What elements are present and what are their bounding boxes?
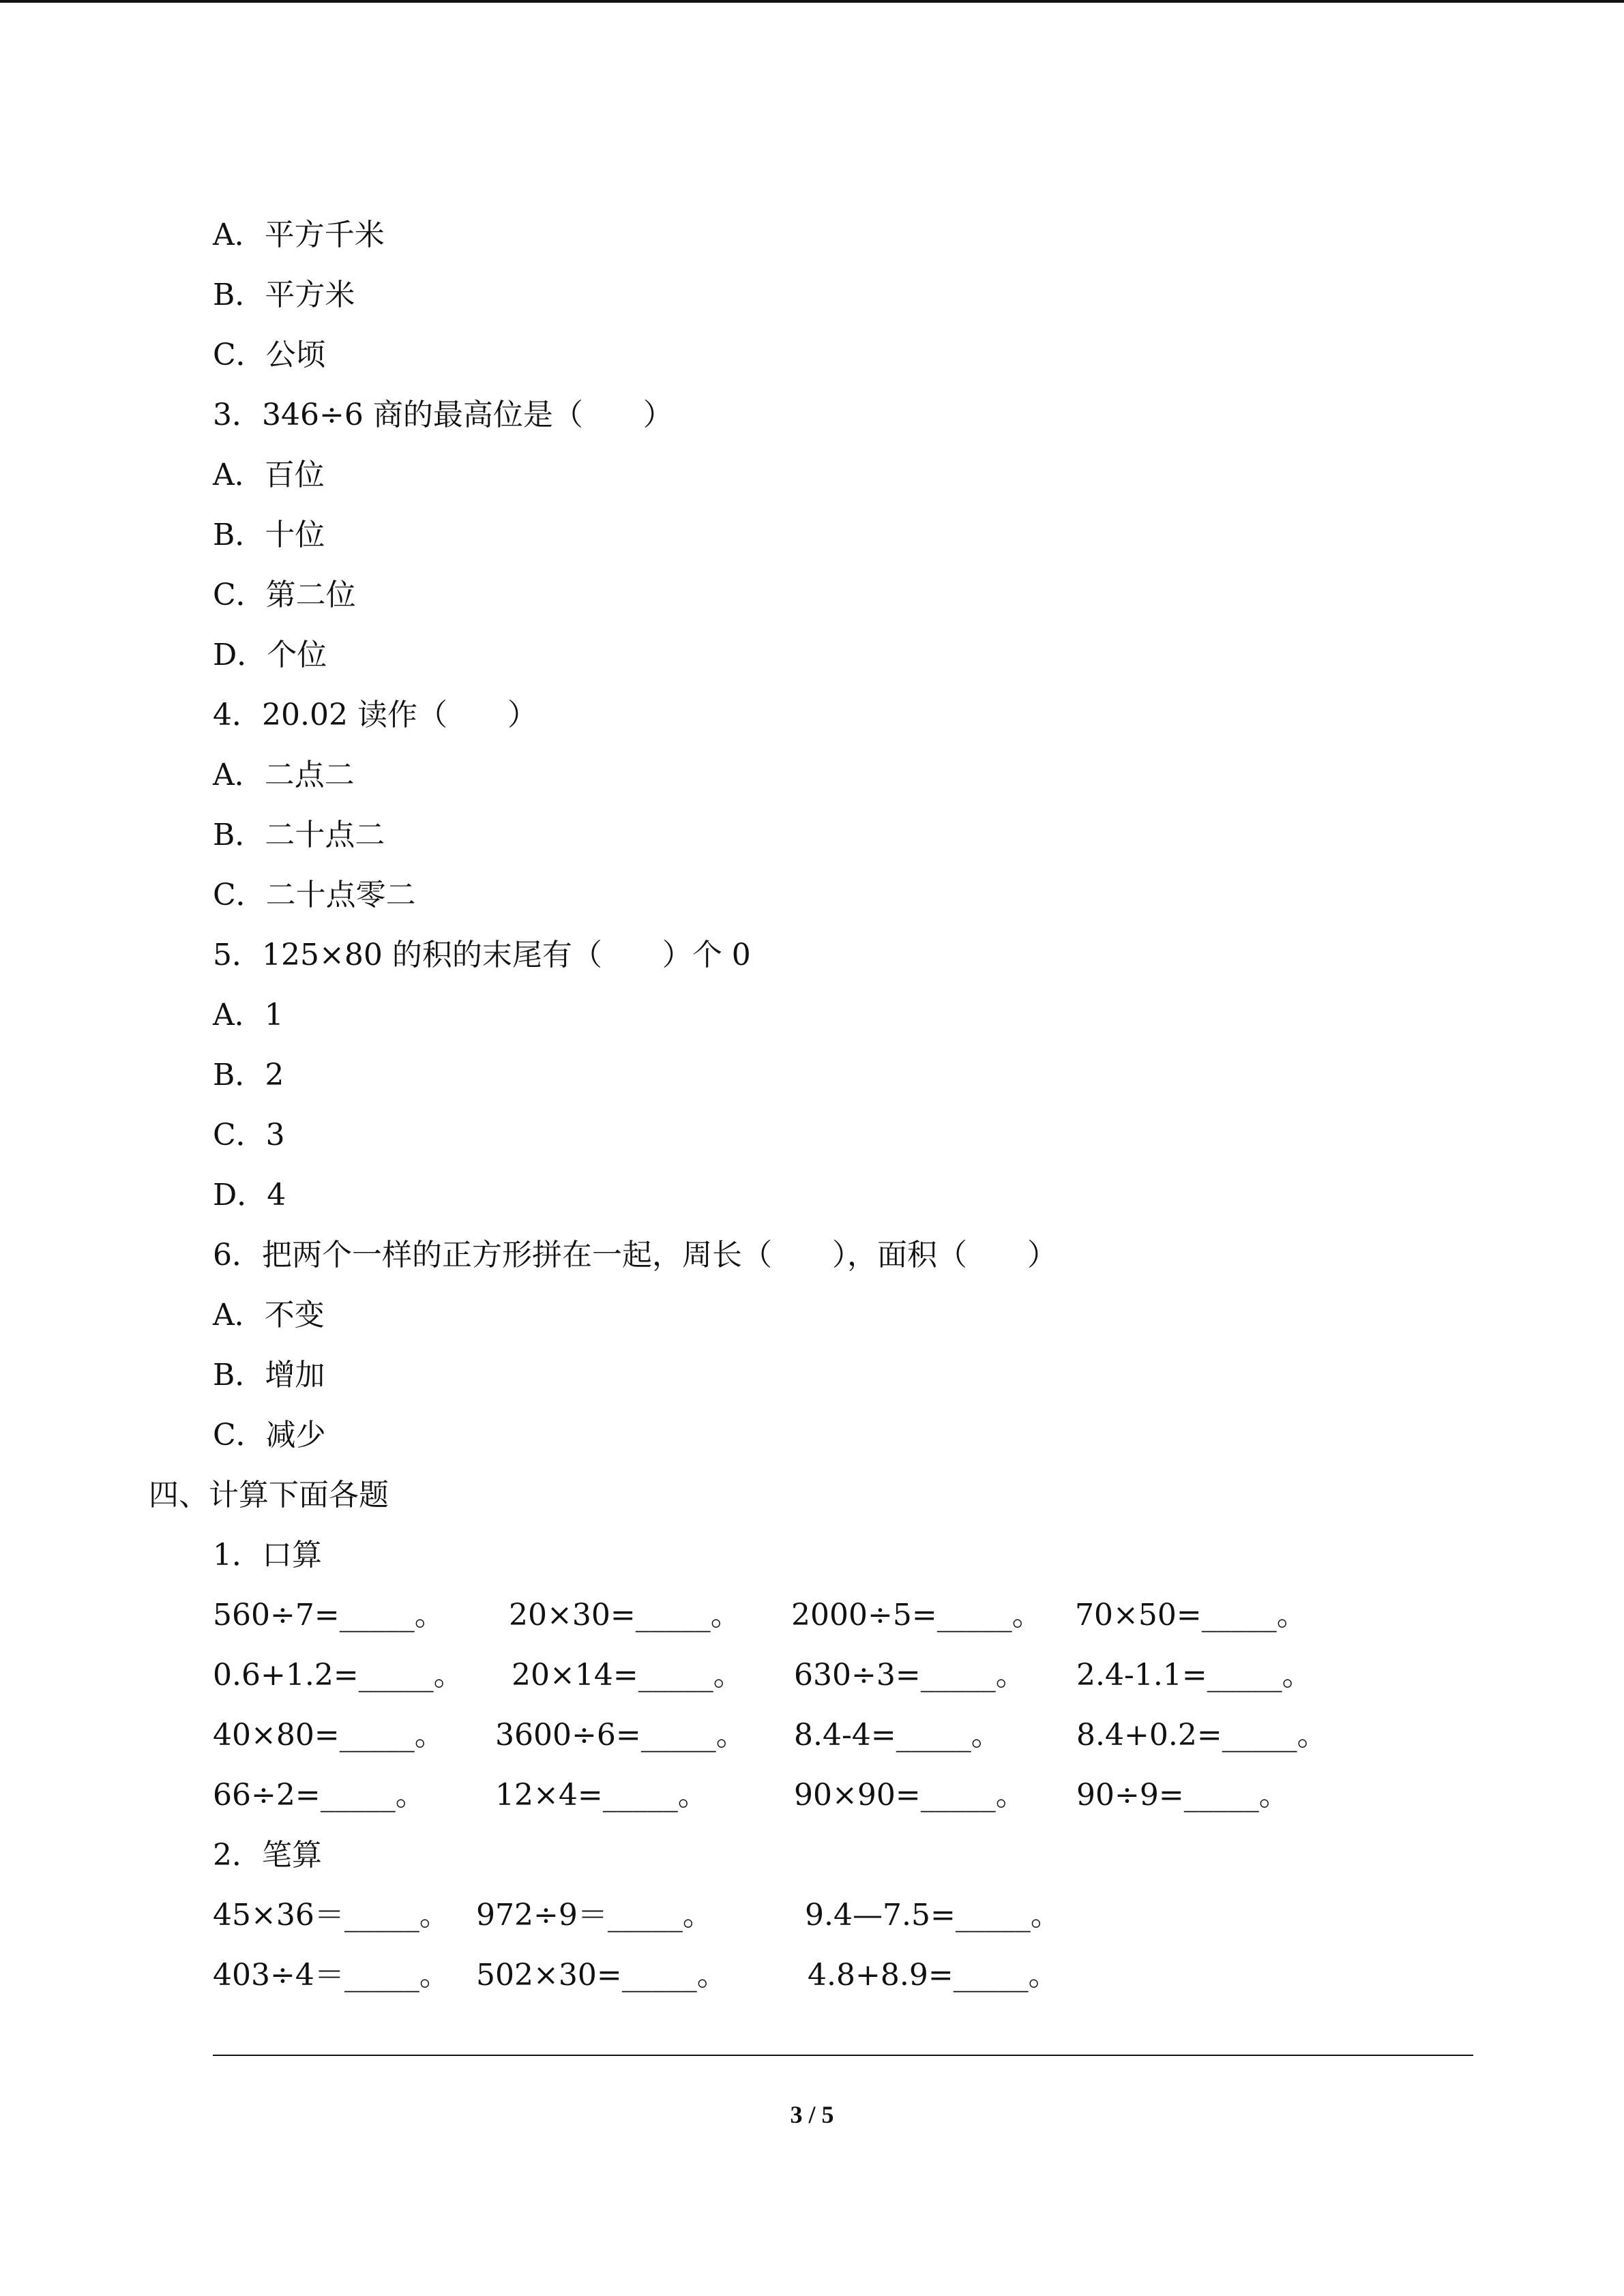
q5-option-b: B．2	[213, 1058, 284, 1092]
written-problem: 45×36＝_____。	[213, 1898, 449, 1933]
q5-option-c: C．3	[213, 1118, 285, 1152]
oral-calc-heading: 1．口算	[213, 1538, 322, 1572]
oral-problem: 2.4-1.1=_____。	[1076, 1658, 1312, 1693]
oral-problem: 8.4-4=_____。	[794, 1718, 1001, 1753]
written-problem: 4.8+8.9=_____。	[808, 1958, 1059, 1993]
q2-option-a: A．平方千米	[213, 218, 385, 252]
q2-option-c: C．公顷	[213, 338, 326, 372]
footer-divider	[213, 2055, 1473, 2056]
oral-problem: 12×4=_____。	[495, 1778, 708, 1813]
q2-option-b: B．平方米	[213, 278, 355, 312]
written-calc-row	[0, 1896, 1624, 1935]
q6-question: 6．把两个一样的正方形拼在一起，周长（ ），面积（ ）	[213, 1238, 1057, 1272]
q6-option-c: C．减少	[213, 1418, 326, 1452]
q3-option-c: C．第二位	[213, 578, 356, 612]
oral-problem: 630÷3=_____。	[794, 1658, 1026, 1693]
written-problem: 403÷4＝_____。	[213, 1958, 449, 1993]
oral-calc-row	[0, 1776, 1624, 1815]
section-4-heading: 四、计算下面各题	[149, 1478, 389, 1512]
oral-problem: 66÷2=_____。	[213, 1778, 426, 1813]
oral-problem: 8.4+0.2=_____。	[1076, 1718, 1327, 1753]
oral-calc-row	[0, 1656, 1624, 1695]
oral-problem: 90×90=_____。	[794, 1778, 1026, 1813]
written-problem: 972÷9＝_____。	[476, 1898, 713, 1933]
q4-option-a: A．二点二	[213, 758, 355, 792]
written-problem: 502×30=_____。	[476, 1958, 727, 1993]
oral-problem: 2000÷5=_____。	[791, 1598, 1042, 1632]
q6-option-a: A．不变	[213, 1298, 325, 1332]
q6-option-b: B．增加	[213, 1358, 325, 1392]
q5-option-a: A．1	[213, 998, 284, 1032]
page-top-border	[0, 0, 1624, 3]
written-calc-heading: 2．笔算	[213, 1838, 322, 1873]
q3-option-d: D．个位	[213, 638, 327, 672]
oral-problem: 90÷9=_____。	[1076, 1778, 1289, 1813]
oral-problem: 20×30=_____。	[509, 1598, 741, 1632]
q4-option-b: B．二十点二	[213, 818, 385, 852]
q3-option-a: A．百位	[213, 458, 325, 492]
page-number: 3 / 5	[790, 2101, 834, 2128]
q3-option-b: B．十位	[213, 518, 325, 552]
written-calc-row	[0, 1956, 1624, 1995]
oral-calc-row	[0, 1716, 1624, 1755]
oral-problem: 3600÷6=_____。	[495, 1718, 746, 1753]
oral-problem: 40×80=_____。	[213, 1718, 445, 1753]
oral-problem: 20×14=_____。	[512, 1658, 743, 1693]
q4-question: 4．20.02 读作（ ）	[213, 698, 537, 732]
written-problem: 9.4—7.5=_____。	[805, 1898, 1061, 1933]
oral-problem: 0.6+1.2=_____。	[213, 1658, 464, 1693]
q5-option-d: D．4	[213, 1178, 286, 1212]
q3-question: 3．346÷6 商的最高位是（ ）	[213, 398, 673, 432]
oral-problem: 560÷7=_____。	[213, 1598, 445, 1632]
q4-option-c: C．二十点零二	[213, 878, 416, 912]
oral-problem: 70×50=_____。	[1075, 1598, 1307, 1632]
q5-question: 5．125×80 的积的末尾有（ ）个 0	[213, 938, 751, 972]
oral-calc-row	[0, 1596, 1624, 1635]
